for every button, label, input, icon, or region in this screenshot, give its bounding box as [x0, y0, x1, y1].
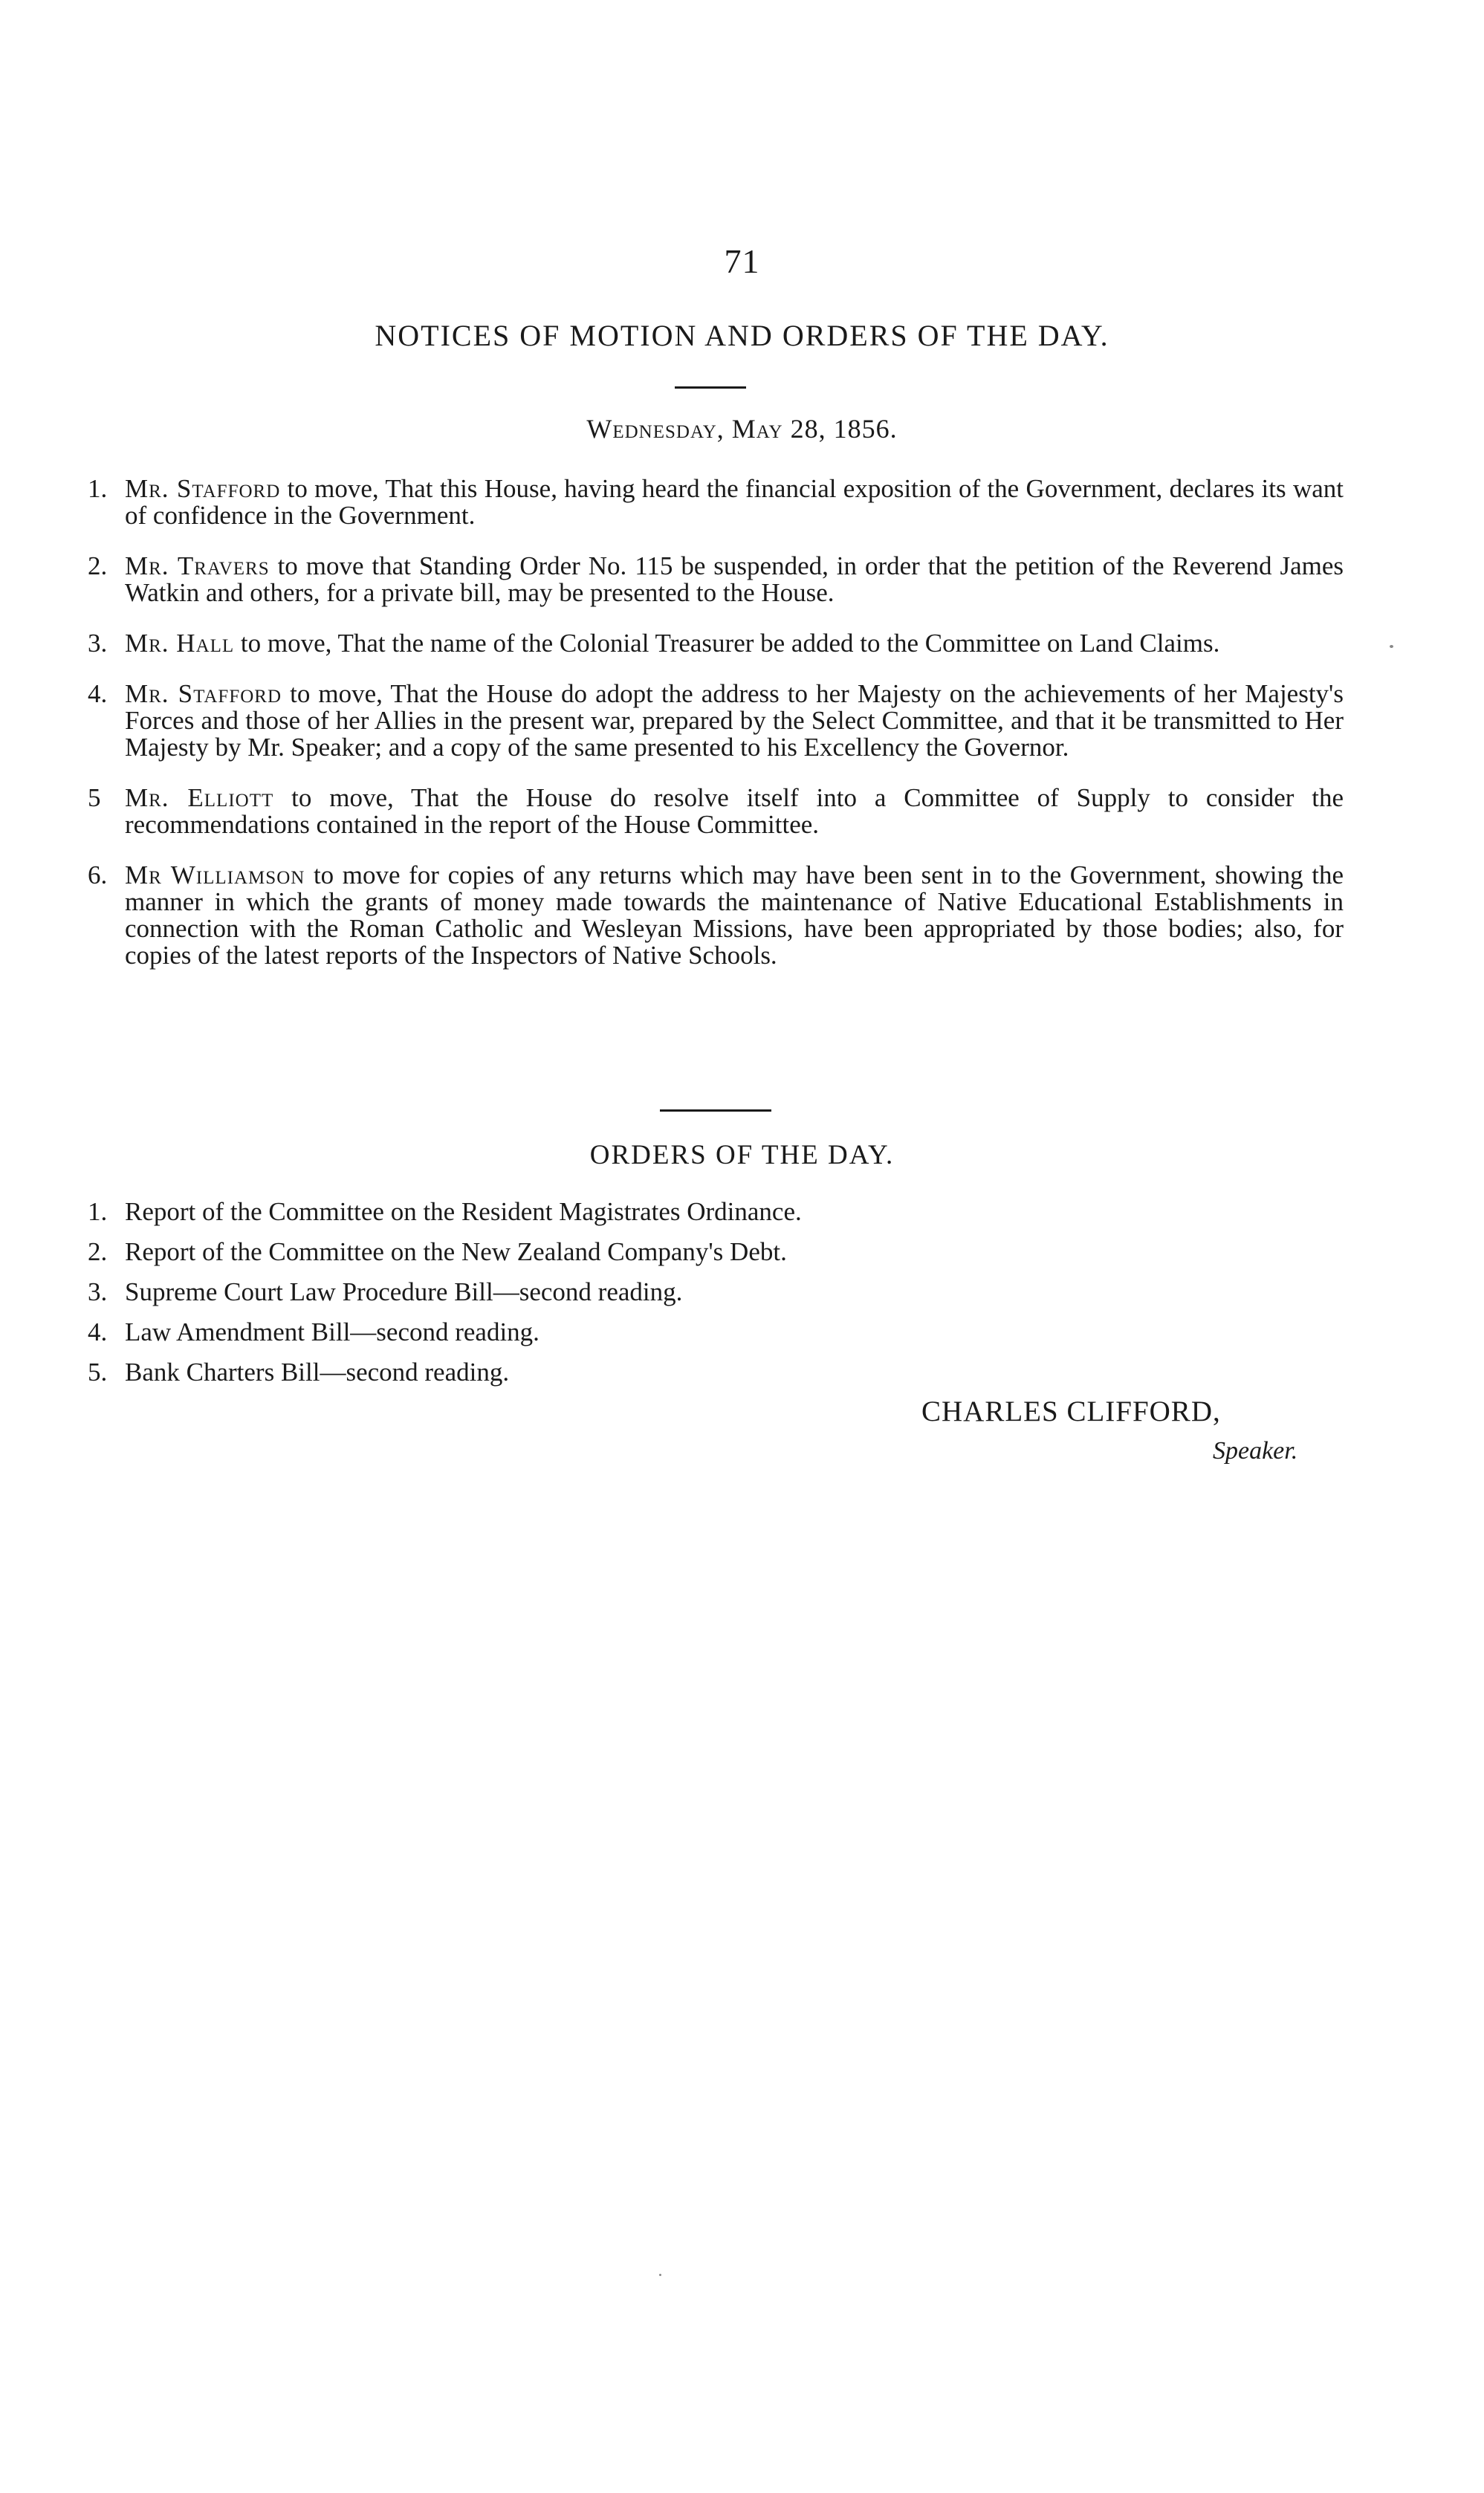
order-item	[88, 1319, 1128, 1346]
page-number: 71	[724, 242, 760, 280]
notice-member-name: Mr. Travers	[125, 551, 270, 580]
order-item	[88, 1199, 1128, 1225]
notice-text: to move that Standing Order No. 115 be suspended, in order that the petition of the Reverend James Watkin and others, for a private bill, may be presented to the House.	[125, 551, 1344, 607]
notice-number: 5	[88, 783, 101, 812]
order-text: Law Amendment Bill—second reading.	[125, 1317, 540, 1346]
order-text: Report of the Committee on the New Zealand Company's Debt.	[125, 1237, 787, 1266]
notice-item	[88, 681, 1344, 761]
order-item	[88, 1359, 1128, 1386]
sitting-date: Wednesday, May 28, 1856.	[586, 414, 898, 444]
notice-item	[88, 476, 1344, 529]
order-text: Supreme Court Law Procedure Bill—second reading.	[125, 1277, 683, 1306]
notice-item	[88, 630, 1344, 657]
notice-item	[88, 553, 1344, 606]
notices-of-motion-list	[88, 476, 1344, 993]
order-item	[88, 1239, 1128, 1265]
order-item	[88, 1279, 1128, 1306]
scan-speck	[1390, 645, 1393, 648]
notice-text: to move for copies of any returns which may have been sent in to the Government, showing the manner in which the grants of money made towards the maintenance of Native Educational Establishments in connection with the Roman Catholic and Wesleyan Missions, have been appropriated by those bodies; also, for copies of the latest reports of the Inspectors of Native Schools.	[125, 860, 1344, 970]
page-title: NOTICES OF MOTION AND ORDERS OF THE DAY.	[375, 319, 1109, 352]
order-number: 5.	[88, 1358, 108, 1387]
notice-member-name: Mr. Stafford	[125, 474, 281, 503]
order-text: Report of the Committee on the Resident Magistrates Ordinance.	[125, 1197, 802, 1226]
order-number: 2.	[88, 1237, 108, 1266]
notice-text: to move, That the name of the Colonial Treasurer be added to the Committee on Land Claims.	[240, 629, 1220, 658]
notice-member-name: Mr. Hall	[125, 629, 235, 658]
notice-member-name: Mr. Stafford	[125, 679, 282, 708]
order-number: 3.	[88, 1277, 108, 1306]
order-text: Bank Charters Bill—second reading.	[125, 1358, 510, 1387]
order-number: 1.	[88, 1197, 108, 1226]
notice-number: 4.	[88, 679, 108, 708]
order-number: 4.	[88, 1317, 108, 1346]
notice-text: to move, That the House do adopt the address to her Majesty on the achievements of her Majesty's Forces and those of her Allies in the present war, prepared by the Select Committee, and that it be transmitted to Her Majesty by Mr. Speaker; and a copy of the same presented to his Excellency the Governor.	[125, 679, 1344, 762]
notice-member-name: Mr. Elliott	[125, 783, 274, 812]
notice-item	[88, 785, 1344, 838]
notice-number: 1.	[88, 474, 108, 503]
notice-member-name: Mr Williamson	[125, 860, 305, 889]
notice-number: 2.	[88, 551, 108, 580]
scan-speck	[659, 2274, 661, 2276]
orders-of-the-day-heading: ORDERS OF THE DAY.	[589, 1140, 895, 1170]
section-divider	[660, 1109, 771, 1112]
signature-title: Speaker.	[1213, 1437, 1298, 1465]
signature-name: CHARLES CLIFFORD,	[921, 1395, 1221, 1427]
title-divider	[675, 386, 746, 389]
notice-item	[88, 862, 1344, 969]
notice-number: 3.	[88, 629, 108, 658]
notice-text: to move, That this House, having heard the financial exposition of the Government, declares its want of confidence in the Government.	[125, 474, 1344, 530]
orders-of-the-day-list	[88, 1199, 1128, 1399]
notice-text: to move, That the House do resolve itself into a Committee of Supply to consider the recommendations contained in the report of the House Committee.	[125, 783, 1344, 839]
notice-number: 6.	[88, 860, 108, 889]
